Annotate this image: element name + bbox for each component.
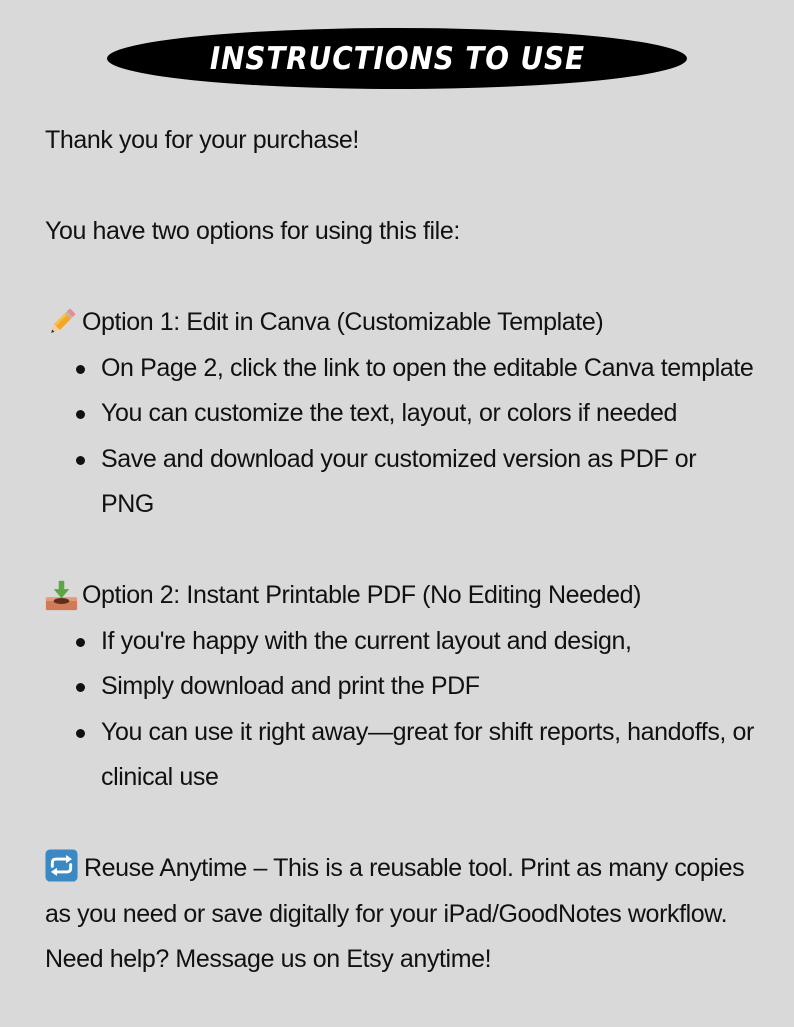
list-item: If you're happy with the current layout and design, bbox=[73, 619, 755, 665]
reuse-text: Reuse Anytime – This is a reusable tool. Print as many copies as you need or save digitally for your iPad/GoodNotes workflow. bbox=[45, 854, 745, 928]
page-title: INSTRUCTIONS TO USE bbox=[209, 40, 585, 77]
option1-heading bbox=[45, 300, 755, 346]
option1-heading-text: Option 1: Edit in Canva (Customizable Template) bbox=[82, 308, 604, 336]
option2-heading-text: Option 2: Instant Printable PDF (No Editing Needed) bbox=[82, 581, 642, 609]
pencil-icon bbox=[45, 306, 78, 339]
list-item: On Page 2, click the link to open the editable Canva template bbox=[73, 346, 755, 392]
option1-list bbox=[45, 346, 755, 528]
list-item: Simply download and print the PDF bbox=[73, 664, 755, 710]
option2-heading bbox=[45, 573, 755, 619]
help-text: Need help? Message us on Etsy anytime! bbox=[45, 945, 492, 973]
list-item: You can customize the text, layout, or colors if needed bbox=[73, 391, 755, 437]
list-item: Save and download your customized version as PDF or PNG bbox=[73, 437, 755, 528]
reuse-paragraph bbox=[45, 846, 755, 937]
title-banner bbox=[107, 28, 687, 89]
option2-list bbox=[45, 619, 755, 801]
inbox-download-icon bbox=[45, 579, 78, 612]
thanks-text: Thank you for your purchase! bbox=[45, 126, 359, 154]
repeat-icon bbox=[45, 849, 78, 882]
list-item: You can use it right away—great for shift reports, handoffs, or clinical use bbox=[73, 710, 755, 801]
instructions-body bbox=[45, 118, 755, 983]
options-lead-text: You have two options for using this file: bbox=[45, 217, 460, 245]
